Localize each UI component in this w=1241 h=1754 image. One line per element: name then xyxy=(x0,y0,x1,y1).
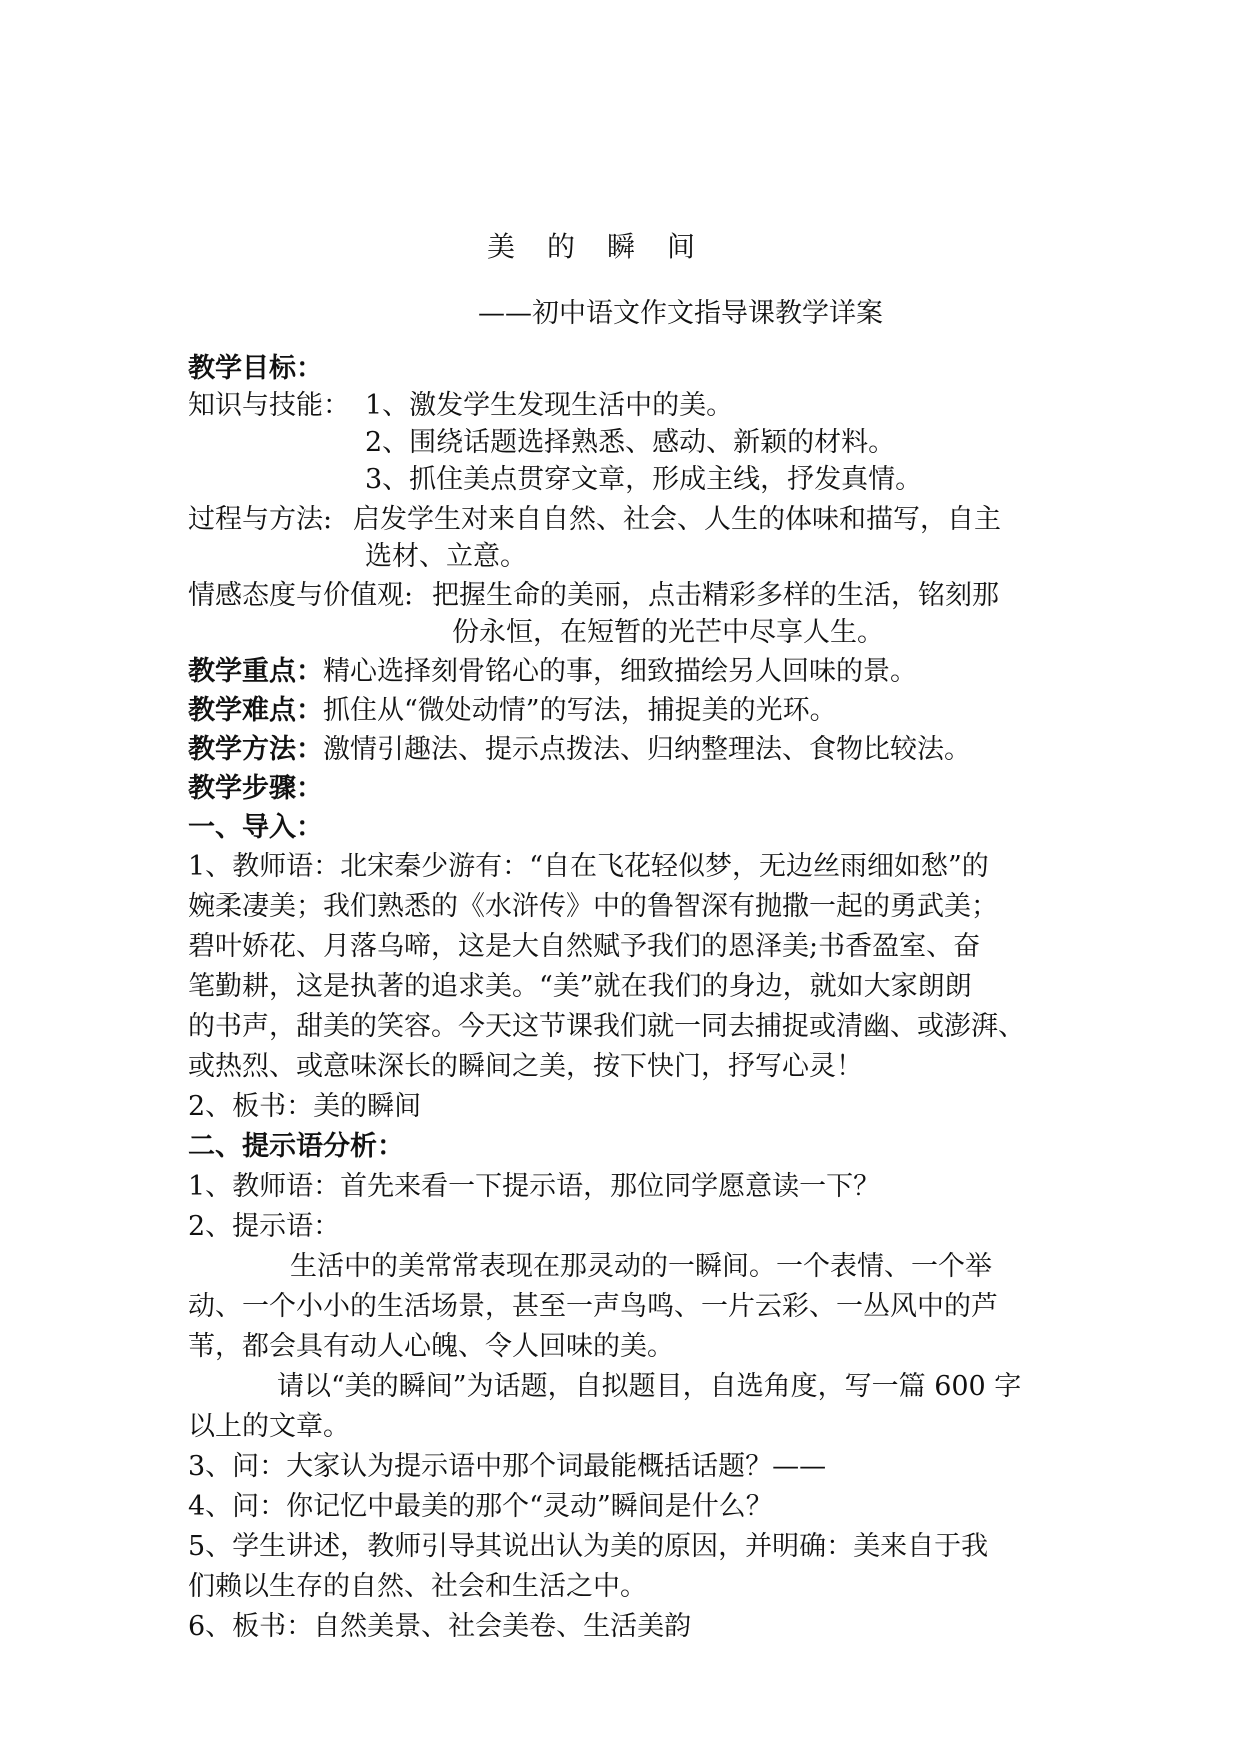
section2-heading: 二、提示语分析： xyxy=(188,1131,404,1162)
section2-line: 1、教师语：首先来看一下提示语，那位同学愿意读一下？ xyxy=(188,1171,881,1202)
page-subtitle: ——初中语文作文指导课教学详案 xyxy=(478,298,883,329)
section1-line: 碧叶娇花、月落乌啼，这是大自然赋予我们的恩泽美;书香盈室、奋 xyxy=(188,931,981,962)
prompt-line: 请以“美的瞬间”为话题，自拟题目，自选角度，写一篇 600 字 xyxy=(277,1371,1022,1402)
difficulty-text: 抓住从“微处动情”的写法，捕捉美的光环。 xyxy=(323,695,837,726)
difficulty-row xyxy=(188,692,837,729)
section1-line: 婉柔凄美；我们熟悉的《水浒传》中的鲁智深有抛撒一起的勇武美； xyxy=(188,891,998,922)
difficulty-label: 教学难点： xyxy=(188,695,323,726)
section2-line: 5、学生讲述，教师引导其说出认为美的原因，并明确：美来自于我 xyxy=(188,1531,989,1562)
title-char: 美 xyxy=(487,230,516,263)
knowledge-item: 1、激发学生发现生活中的美。 xyxy=(365,390,734,421)
method-row xyxy=(188,731,971,768)
prompt-line: 动、一个小小的生活场景，甚至一声鸟鸣、一片云彩、一丛风中的芦 xyxy=(188,1291,998,1322)
section2-line: 们赖以生存的自然、社会和生活之中。 xyxy=(188,1571,647,1602)
process-label: 过程与方法: xyxy=(188,504,333,535)
section2-line: 3、问：大家认为提示语中那个词最能概括话题？—— xyxy=(188,1451,827,1482)
title-char: 的 xyxy=(547,230,576,263)
section2-line: 2、提示语： xyxy=(188,1211,341,1242)
focus-label: 教学重点： xyxy=(188,656,323,687)
knowledge-label: 知识与技能： xyxy=(188,390,350,421)
focus-text: 精心选择刻骨铭心的事，细致描绘另人回味的景。 xyxy=(323,656,917,687)
title-char: 瞬 xyxy=(607,230,636,263)
prompt-line: 生活中的美常常表现在那灵动的一瞬间。一个表情、一个举 xyxy=(290,1251,992,1282)
method-label: 教学方法： xyxy=(188,734,323,765)
knowledge-item: 3、抓住美点贯穿文章，形成主线，抒发真情。 xyxy=(365,464,923,495)
process-line: 选材、立意。 xyxy=(365,541,527,572)
focus-row xyxy=(188,653,917,690)
method-text: 激情引趣法、提示点拨法、归纳整理法、食物比较法。 xyxy=(323,734,971,765)
prompt-line: 苇，都会具有动人心魄、令人回味的美。 xyxy=(188,1331,674,1362)
emotion-label: 情感态度与价值观: xyxy=(188,580,414,611)
section1-line: 2、板书：美的瞬间 xyxy=(188,1091,422,1122)
title-char: 间 xyxy=(667,230,696,263)
knowledge-item: 2、围绕话题选择熟悉、感动、新颖的材料。 xyxy=(365,427,896,458)
section1-line: 或热烈、或意味深长的瞬间之美，按下快门，抒写心灵！ xyxy=(188,1051,863,1082)
process-line: 启发学生对来自自然、社会、人生的体味和描写，自主 xyxy=(353,504,1001,535)
objectives-heading: 教学目标： xyxy=(188,353,323,384)
page-title xyxy=(487,228,695,265)
emotion-line: 把握生命的美丽，点击精彩多样的生活，铭刻那 xyxy=(432,580,999,611)
section2-line: 6、板书：自然美景、社会美卷、生活美韵 xyxy=(188,1611,692,1642)
section1-line: 笔勤耕，这是执著的追求美。“美”就在我们的身边，就如大家朗朗 xyxy=(188,971,972,1002)
section1-line: 的书声，甜美的笑容。今天这节课我们就一同去捕捉或清幽、或澎湃、 xyxy=(188,1011,1025,1042)
section1-heading: 一、导入： xyxy=(188,812,323,843)
section2-line: 4、问：你记忆中最美的那个“灵动”瞬间是什么？ xyxy=(188,1491,773,1522)
section1-line: 1、教师语：北宋秦少游有：“自在飞花轻似梦，无边丝雨细如愁”的 xyxy=(188,851,989,882)
emotion-line: 份永恒，在短暂的光芒中尽享人生。 xyxy=(452,617,884,648)
steps-heading: 教学步骤： xyxy=(188,773,323,804)
prompt-line: 以上的文章。 xyxy=(188,1411,350,1442)
